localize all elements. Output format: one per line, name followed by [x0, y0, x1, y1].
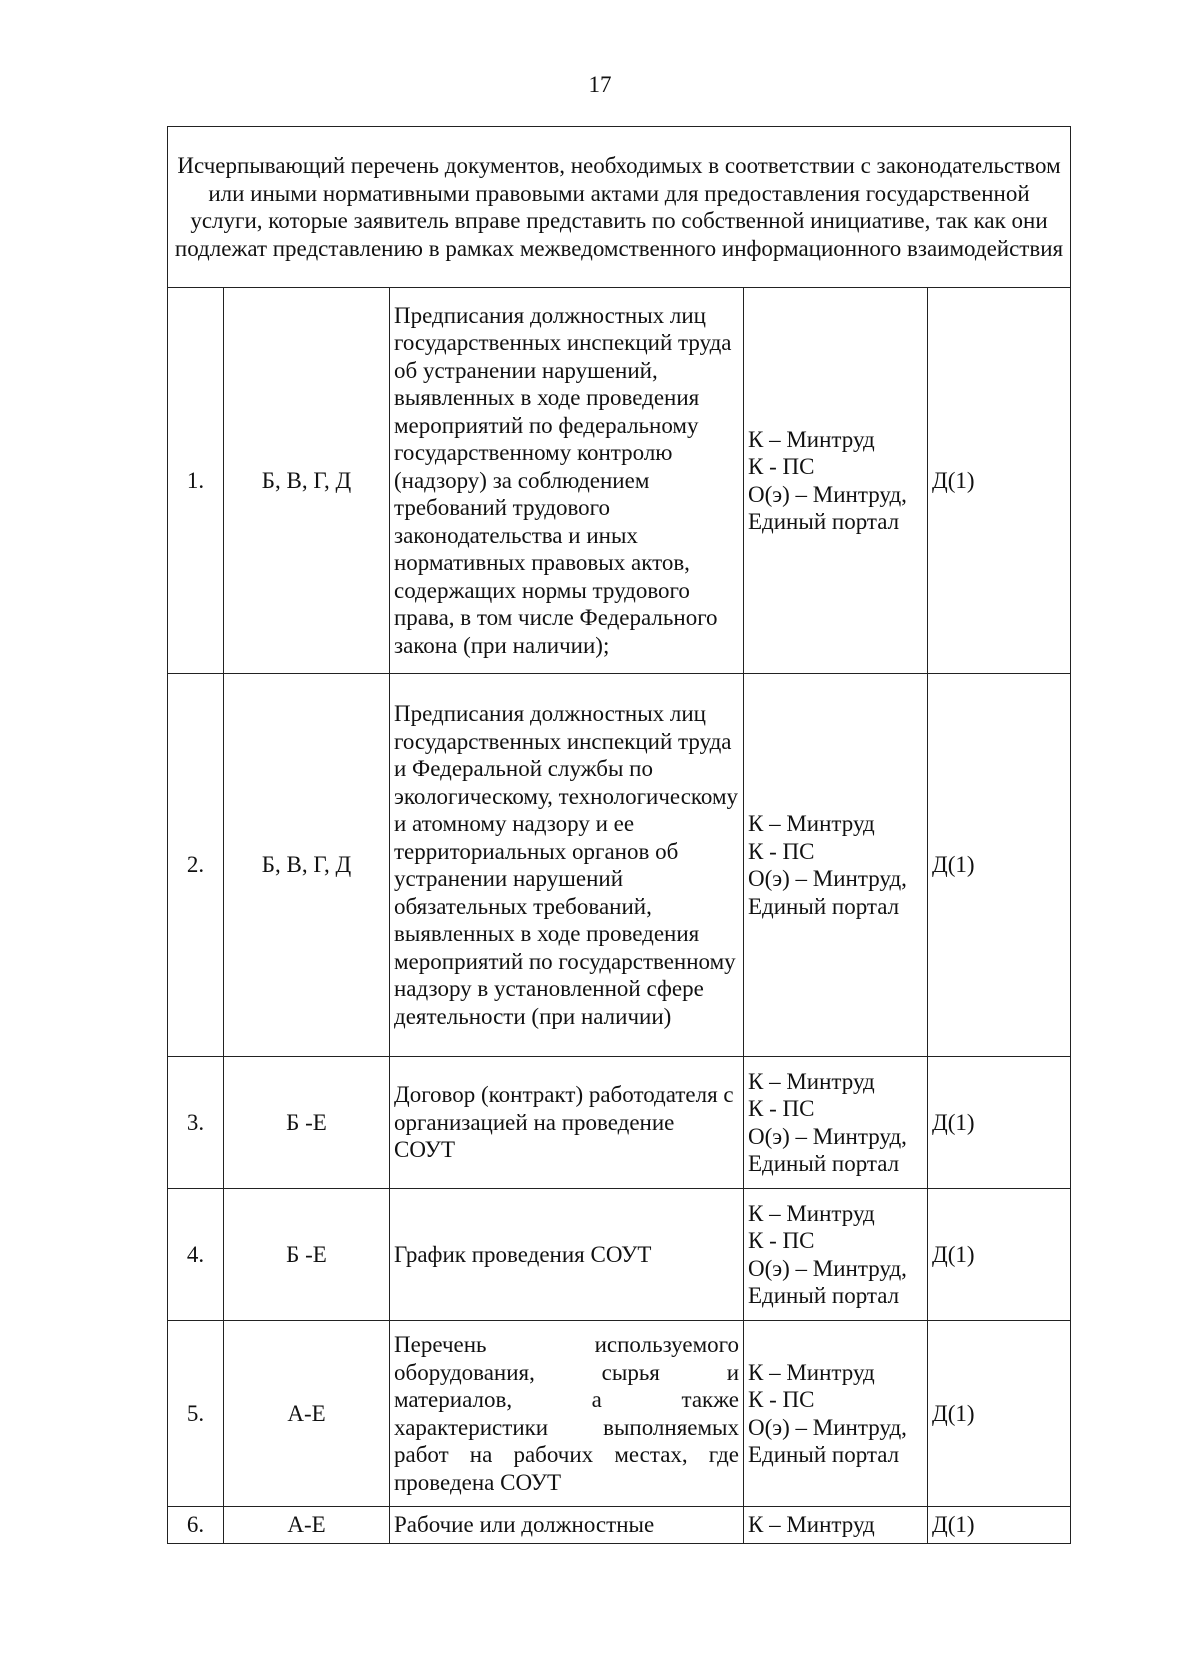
source-line: К - ПС — [748, 454, 815, 479]
source-line: К - ПС — [748, 1228, 815, 1253]
page-number: 17 — [588, 72, 612, 97]
source-line: Единый портал — [748, 893, 900, 919]
row-category: Б -Е — [224, 1057, 390, 1189]
row-category: Б, В, Г, Д — [224, 288, 390, 674]
source-line: К – Минтруд — [748, 1512, 875, 1538]
row-number: 1. — [168, 288, 224, 674]
source-line: К - ПС — [748, 1096, 815, 1121]
documents-table — [167, 126, 1071, 1544]
row-code: Д(1) — [928, 1321, 1071, 1507]
source-line: О(э) – Минтруд, — [748, 481, 907, 507]
table-row — [168, 674, 1071, 1057]
row-source — [744, 288, 928, 674]
source-line: К – Минтруд — [748, 1200, 875, 1226]
source-line: К - ПС — [748, 838, 815, 864]
row-category: А-Е — [224, 1507, 390, 1544]
row-number: 6. — [168, 1507, 224, 1544]
source-line: О(э) – Минтруд, — [748, 1255, 907, 1281]
row-document: Договор (контракт) работодателя с организацией на проведение СОУТ — [390, 1057, 744, 1189]
table-row — [168, 1057, 1071, 1189]
row-code: Д(1) — [928, 1507, 1071, 1544]
row-category: Б, В, Г, Д — [224, 674, 390, 1057]
source-line: К – Минтруд — [748, 1359, 875, 1385]
row-code: Д(1) — [928, 288, 1071, 674]
row-code: Д(1) — [928, 674, 1071, 1057]
row-number: 2. — [168, 674, 224, 1057]
source-line: К - ПС — [748, 1387, 815, 1412]
source-line: Единый портал — [748, 1151, 900, 1176]
row-document: Предписания должностных лиц государственных инспекций труда об устранении нарушений, выявленных в ходе проведения мероприятий по федеральному государственному контролю (надзору) за соблюдением требований трудового законодательства и иных нормативных правовых актов, содержащих нормы трудового права, в том числе Федерального закона (при наличии); — [390, 288, 744, 674]
row-document: Предписания должностных лиц государственных инспекций труда и Федеральной службы по экологическому, технологическому и атомному надзору и ее территориальных органов об устранении нарушений обязательных требований, выявленных в ходе проведения мероприятий по государственному надзору в установленной сфере деятельности (при наличии) — [390, 674, 744, 1057]
source-line: К – Минтруд — [748, 1068, 875, 1094]
row-code: Д(1) — [928, 1189, 1071, 1321]
row-source — [744, 1507, 928, 1544]
source-line: О(э) – Минтруд, — [748, 866, 907, 891]
table-row — [168, 1321, 1071, 1507]
row-number: 5. — [168, 1321, 224, 1507]
row-document: График проведения СОУТ — [390, 1189, 744, 1321]
row-document: Рабочие или должностные — [390, 1507, 744, 1544]
table-row — [168, 1507, 1071, 1544]
table-header-row — [168, 127, 1071, 288]
table-header: Исчерпывающий перечень документов, необходимых в соответствии с законодательством или иными нормативными правовыми актами для предоставления государственной услуги, которые заявитель вправе представить по собственной инициативе, так как они подлежат представлению в рамках межведомственного информационного взаимодействия — [168, 127, 1071, 288]
row-code: Д(1) — [928, 1057, 1071, 1189]
row-number: 4. — [168, 1189, 224, 1321]
row-document: Перечень используемого оборудования, сырья и материалов, а также характеристики выполняемых работ на рабочих местах, где проведена СОУТ — [390, 1321, 744, 1507]
row-category: А-Е — [224, 1321, 390, 1507]
row-source — [744, 1057, 928, 1189]
source-line: Единый портал — [748, 1283, 900, 1308]
source-line: Единый портал — [748, 509, 900, 534]
row-source — [744, 1189, 928, 1321]
source-line: К – Минтруд — [748, 811, 875, 836]
row-source — [744, 1321, 928, 1507]
source-line: О(э) – Минтруд, — [748, 1414, 907, 1440]
source-line: Единый портал — [748, 1442, 900, 1467]
table-row — [168, 288, 1071, 674]
table-row — [168, 1189, 1071, 1321]
source-line: О(э) – Минтруд, — [748, 1123, 907, 1149]
row-category: Б -Е — [224, 1189, 390, 1321]
row-source — [744, 674, 928, 1057]
row-number: 3. — [168, 1057, 224, 1189]
source-line: К – Минтруд — [748, 426, 875, 452]
